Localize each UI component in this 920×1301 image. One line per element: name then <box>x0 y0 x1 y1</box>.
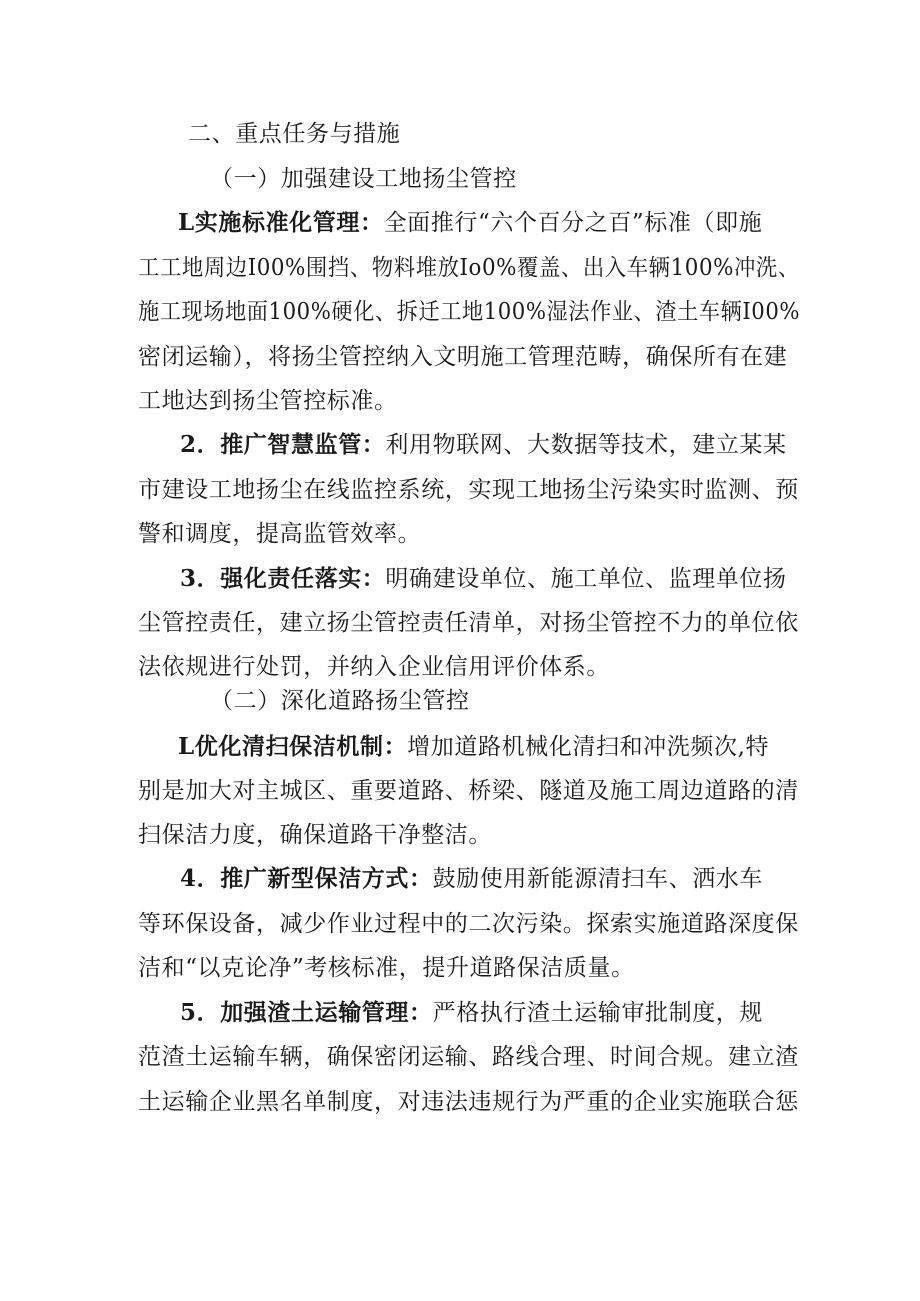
paragraph-line: 洁和“以克论净”考核标准，提升道路保洁质量。 <box>138 955 635 981</box>
paragraph-line: L实施标准化管理：全面推行“六个百分之百”标准（即施 <box>178 209 763 236</box>
paragraph-line: 5．加强渣土运输管理：严格执行渣土运输审批制度，规 <box>180 999 764 1026</box>
paragraph-line: 工工地周边I00%围挡、物料堆放Io0%覆盖、出入车辆100%冲洗、 <box>138 255 800 281</box>
paragraph-line: 土运输企业黑名单制度，对违法违规行为严重的企业实施联合惩 <box>138 1089 799 1115</box>
item-lead: 2．推广智慧监管： <box>180 431 386 458</box>
paragraph-line: 法依规进行处罚，并纳入企业信用评价体系。 <box>138 654 610 680</box>
paragraph-line: 警和调度，提高监管效率。 <box>138 521 422 547</box>
subsection-title-1: （一）加强建设工地扬尘管控 <box>210 166 517 192</box>
section-heading: 二、重点任务与措施 <box>188 121 401 147</box>
paragraph-line: 4．推广新型保洁方式：鼓励使用新能源清扫车、洒水车 <box>180 865 764 892</box>
item-lead: 4．推广新型保洁方式： <box>180 865 433 892</box>
paragraph-line: 市建设工地扬尘在线监控系统，实现工地扬尘污染实时监测、预 <box>138 477 799 503</box>
paragraph-line: 3．强化责任落实：明确建设单位、施工单位、监理单位扬 <box>180 565 787 592</box>
paragraph-line: 施工现场地面100%硬化、拆迁工地100%湿法作业、渣土车辆I00% <box>138 299 801 325</box>
subsection-title-2: （二）深化道路扬尘管控 <box>210 688 470 714</box>
item-lead: L优化清扫保洁机制： <box>178 733 408 760</box>
paragraph-line: 范渣土运输车辆，确保密闭运输、路线合理、时间合规。建立渣 <box>138 1044 799 1070</box>
paragraph-line: 2．推广智慧监管：利用物联网、大数据等技术，建立某某 <box>180 431 787 458</box>
paragraph-line: 别是加大对主城区、重要道路、桥梁、隧道及施工周边道路的清 <box>138 778 799 804</box>
item-lead: L实施标准化管理： <box>178 209 384 236</box>
paragraph-line: 尘管控责任，建立扬尘管控责任清单，对扬尘管控不力的单位依 <box>138 610 799 636</box>
paragraph-line: 密闭运输），将扬尘管控纳入文明施工管理范畴，确保所有在建 <box>138 344 788 370</box>
paragraph-line: L优化清扫保洁机制：增加道路机械化清扫和冲洗频次,特 <box>178 733 770 760</box>
item-lead: 5．加强渣土运输管理： <box>180 999 433 1026</box>
paragraph-line: 扫保洁力度，确保道路干净整洁。 <box>138 822 492 848</box>
paragraph-line: 等环保设备，减少作业过程中的二次污染。探索实施道路深度保 <box>138 911 799 937</box>
item-lead: 3．强化责任落实： <box>180 565 386 592</box>
paragraph-line: 工地达到扬尘管控标准。 <box>138 388 398 414</box>
